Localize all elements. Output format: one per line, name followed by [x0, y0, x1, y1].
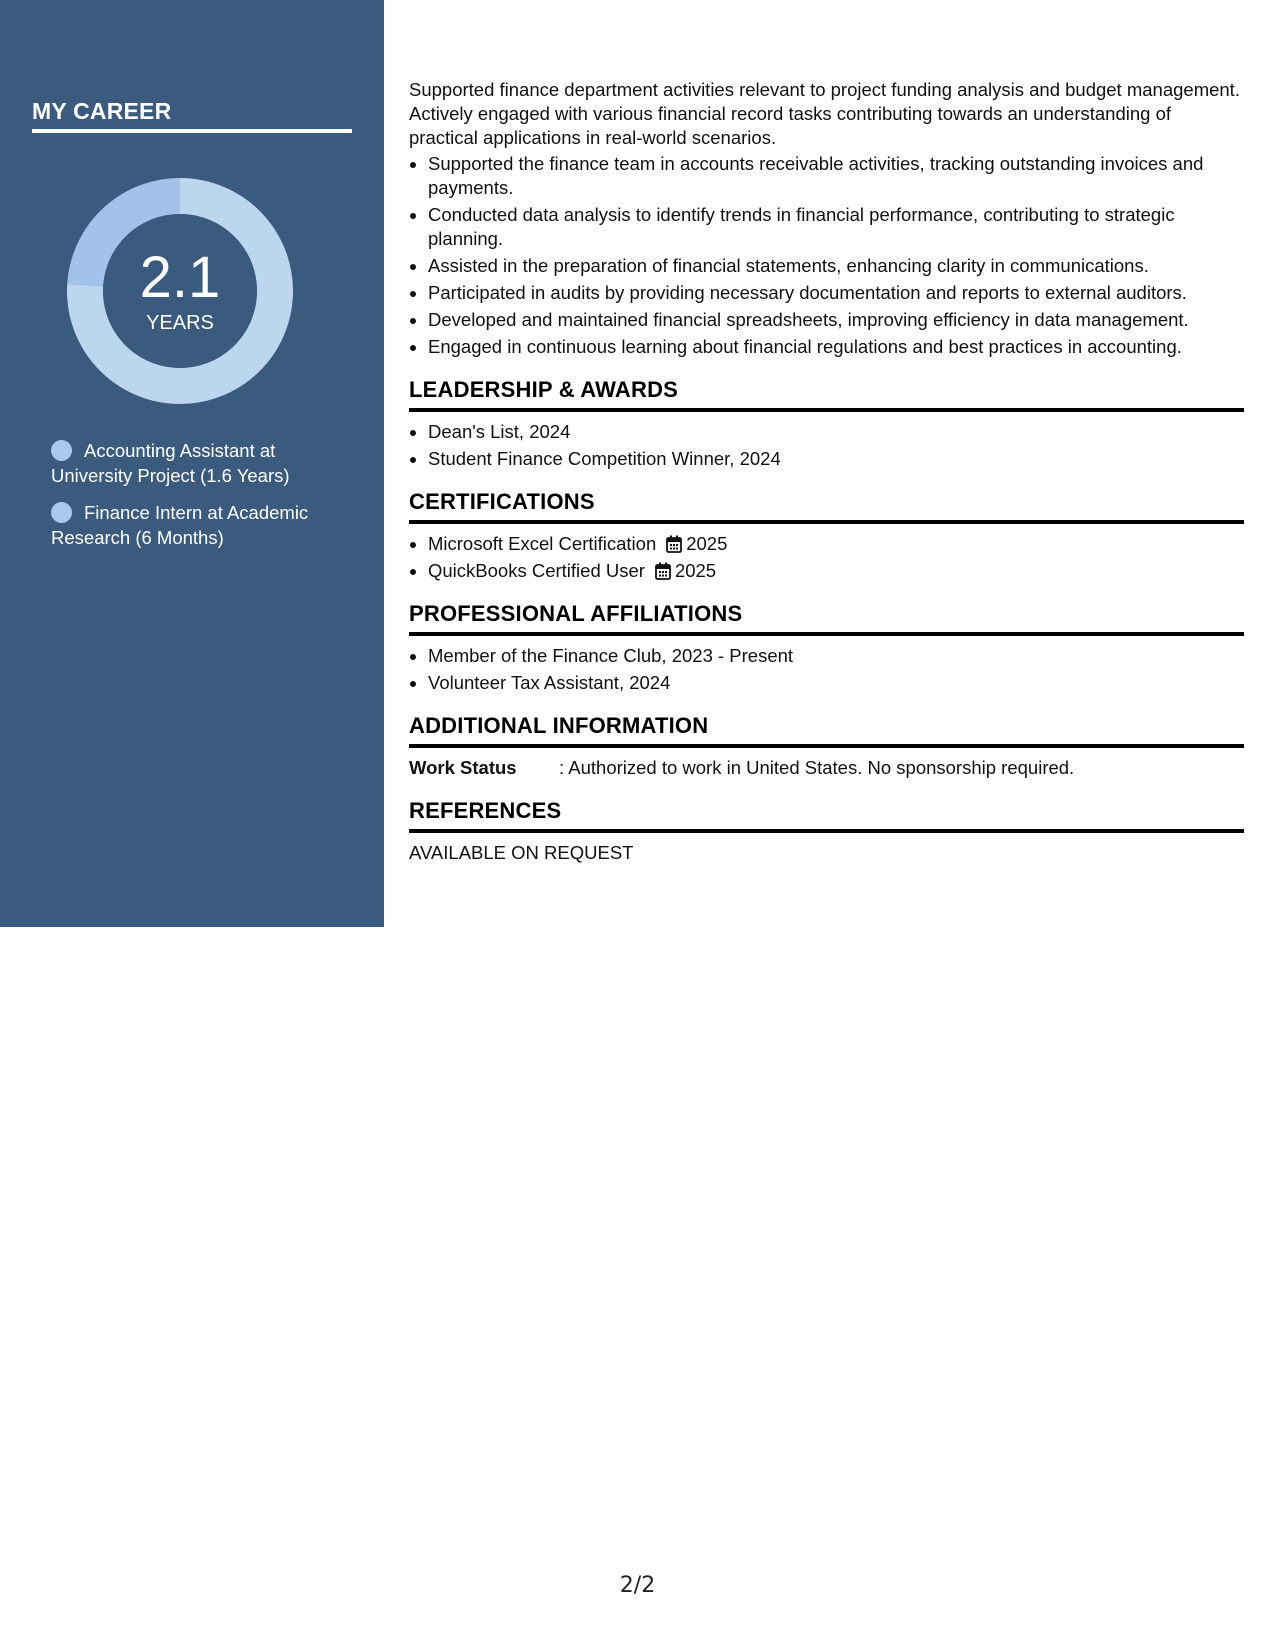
affiliations-list — [409, 644, 1244, 695]
list-item: • Supported the finance team in accounts receivable activities, tracking outstanding invoices and payments. — [428, 152, 1244, 200]
references-section — [409, 797, 1244, 865]
list-item: • Participated in audits by providing necessary documentation and reports to external auditors. — [428, 281, 1244, 305]
section-title: LEADERSHIP & AWARDS — [409, 377, 679, 402]
experience-intro: Supported finance department activities relevant to project funding analysis and budget management. Actively engaged with various financial record tasks contributing towards an understanding of practical applications in real-world scenarios. — [409, 79, 1240, 148]
resume-main — [409, 78, 1244, 865]
career-legend — [51, 438, 351, 562]
work-status-value: : Authorized to work in United States. No sponsorship required. — [559, 757, 1075, 778]
career-title: MY CAREER — [32, 98, 172, 124]
list-item: • Engaged in continuous learning about financial regulations and best practices in accounting. — [428, 335, 1244, 359]
list-item: • Student Finance Competition Winner, 2024 — [428, 447, 1244, 471]
list-item: • Developed and maintained financial spreadsheets, improving efficiency in data management. — [428, 308, 1244, 332]
references-text: AVAILABLE ON REQUEST — [409, 842, 634, 863]
certification-name: QuickBooks Certified User — [428, 560, 645, 581]
total-years-unit: YEARS — [146, 312, 214, 334]
additional-info-section — [409, 712, 1244, 780]
experience-bullets — [409, 152, 1244, 359]
section-rule — [409, 744, 1244, 748]
work-status-label: Work Status — [409, 757, 517, 778]
legend-dot-icon — [51, 502, 72, 523]
list-item: • Dean's List, 2024 — [428, 420, 1244, 444]
section-title: ADDITIONAL INFORMATION — [409, 713, 709, 738]
leadership-list — [409, 420, 1244, 471]
section-rule — [409, 408, 1244, 412]
list-item — [428, 559, 1244, 583]
list-item: • Member of the Finance Club, 2023 - Present — [428, 644, 1244, 668]
legend-item — [51, 438, 351, 488]
certification-name: Microsoft Excel Certification — [428, 533, 657, 554]
list-item — [428, 532, 1244, 556]
certification-year: 2025 — [674, 560, 717, 581]
donut-center — [66, 177, 294, 405]
career-title-rule — [32, 129, 352, 133]
legend-item-label: Finance Intern at Academic Research (6 Months) — [51, 502, 309, 548]
work-status-row — [409, 756, 1244, 780]
affiliations-section — [409, 600, 1244, 695]
section-rule — [409, 632, 1244, 636]
calendar-icon — [655, 562, 671, 580]
list-item: • Volunteer Tax Assistant, 2024 — [428, 671, 1244, 695]
list-item: • Assisted in the preparation of financial statements, enhancing clarity in communications. — [428, 254, 1244, 278]
section-rule — [409, 520, 1244, 524]
list-item: • Conducted data analysis to identify trends in financial performance, contributing to strategic planning. — [428, 203, 1244, 251]
legend-dot-icon — [51, 440, 72, 461]
legend-item-label: Accounting Assistant at University Project (1.6 Years) — [51, 440, 290, 486]
section-title: REFERENCES — [409, 798, 562, 823]
section-rule — [409, 829, 1244, 833]
certifications-list — [409, 532, 1244, 583]
calendar-icon — [666, 535, 682, 553]
career-sidebar — [0, 0, 384, 927]
certification-year: 2025 — [686, 533, 728, 554]
certifications-section — [409, 488, 1244, 583]
section-title: CERTIFICATIONS — [409, 489, 595, 514]
career-years-donut — [66, 177, 294, 405]
legend-item — [51, 500, 351, 550]
leadership-section — [409, 376, 1244, 471]
total-years-number: 2.1 — [139, 245, 221, 310]
section-title: PROFESSIONAL AFFILIATIONS — [409, 601, 743, 626]
page-number: 2/2 — [619, 1573, 656, 1598]
